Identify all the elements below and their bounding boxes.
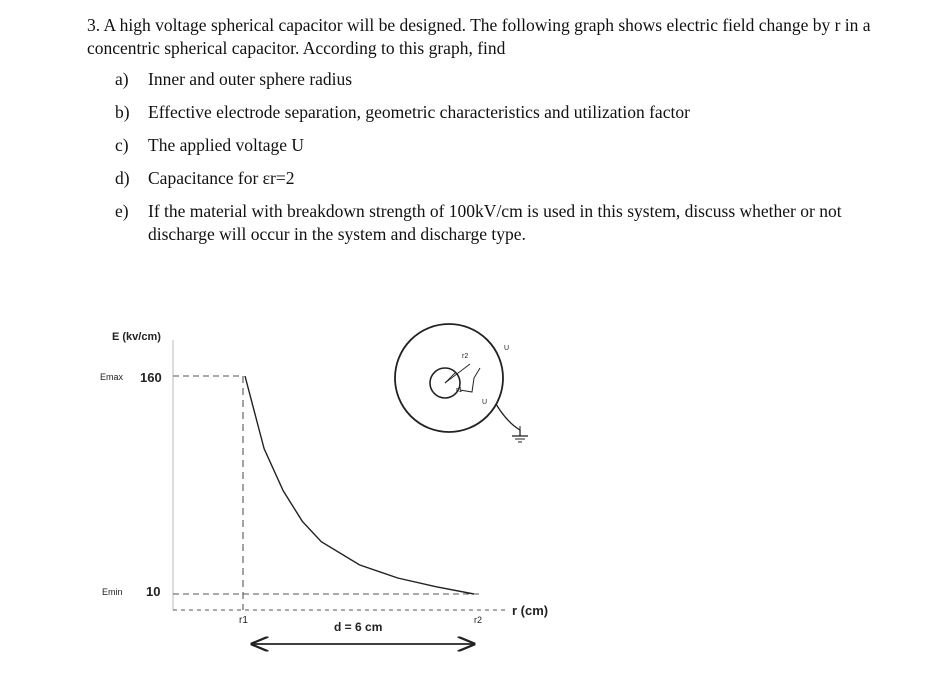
question-letter: d) [115,168,130,188]
field-curve-series [245,376,474,594]
question-letter: b) [115,102,130,122]
x-axis-label: r (cm) [512,603,549,618]
outer-lead-wire [496,404,520,436]
problem-statement [87,14,907,256]
inner-lead-wire [460,368,480,392]
r1-radius-line [445,373,455,383]
question-letter: e) [115,201,129,221]
r2-label: r2 [474,615,483,625]
sphere-diagram [395,324,528,442]
question-text: Effective electrode separation, geometric characteristics and utilization factor [148,102,690,122]
field-graph-figure [90,318,590,688]
question-text: The applied voltage U [148,135,304,155]
question-text: Inner and outer sphere radius [148,69,353,89]
sphere-r2-label: r2 [462,353,469,360]
question-a [87,68,907,91]
emax-label: Emax [100,372,124,382]
emin-value: 10 [146,584,161,599]
question-c [87,134,907,157]
r2-radius-line [445,364,470,383]
outer-voltage-label: U [504,345,510,352]
d-label: d = 6 cm [334,620,383,634]
question-text: If the material with breakdown strength of 100kV/cm is used in this system, discuss whether or not discharge will occur in the system and discharge type. [148,201,842,244]
question-b [87,101,907,124]
y-axis-label: E (kv/cm) [112,331,161,343]
field-graph-svg [90,318,590,688]
r1-label: r1 [239,615,248,626]
outer-sphere [395,324,503,432]
question-e [87,200,907,246]
emin-label: Emin [102,587,123,597]
question-d [87,167,907,190]
question-letter: c) [115,135,129,155]
question-text: Capacitance for εr=2 [148,168,295,188]
problem-intro: 3. A high voltage spherical capacitor will be designed. The following graph shows electric field change by r in a concentric spherical capacitor. According to this graph, find [87,15,871,58]
emax-value: 160 [140,370,162,385]
sphere-r1-label: r1 [456,387,463,394]
question-list [87,68,907,246]
question-letter: a) [115,69,129,89]
inner-voltage-label: U [482,399,488,406]
